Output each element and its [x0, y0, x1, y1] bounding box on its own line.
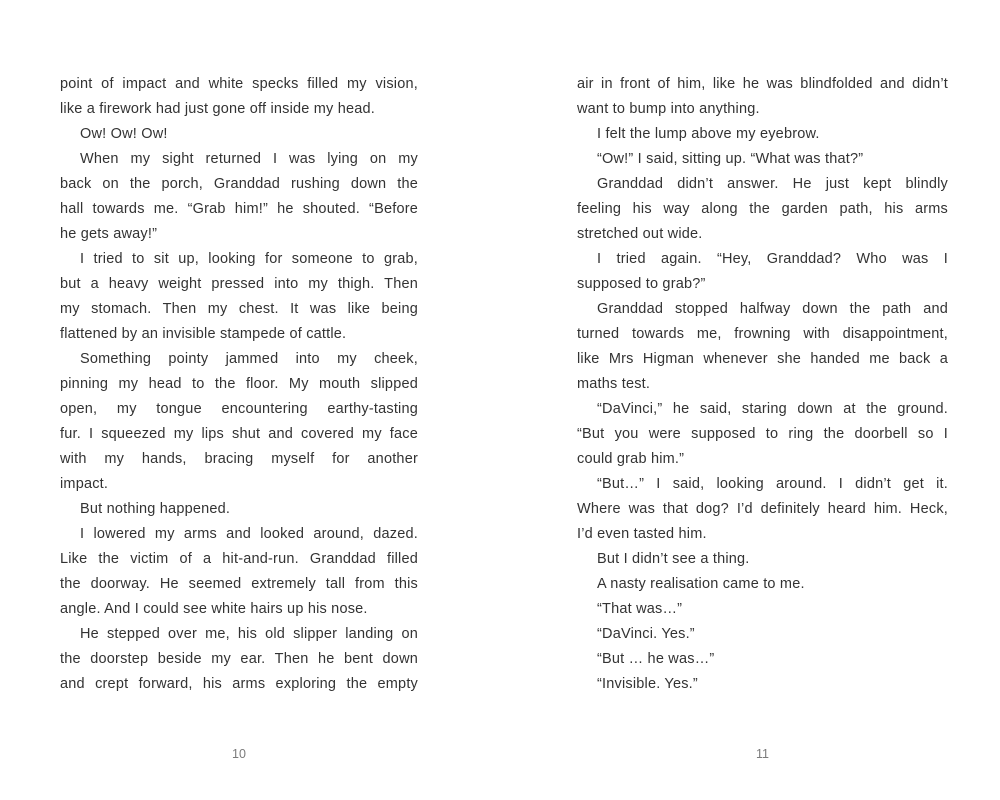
text-line: back on the porch, Granddad rushing down the	[60, 176, 418, 192]
text-line: Ow! Ow! Ow!	[80, 126, 168, 142]
text-line: and crept forward, his arms exploring the empty	[60, 676, 418, 692]
text-line: “Invisible. Yes.”	[597, 676, 698, 692]
text-line: stretched out wide.	[577, 226, 703, 242]
text-line: he gets away!”	[60, 226, 158, 242]
text-line: feeling his way along the garden path, his arms	[577, 201, 948, 217]
text-line: He stepped over me, his old slipper landing on	[80, 626, 418, 642]
page-number-left: 10	[232, 747, 246, 761]
text-line: fur. I squeezed my lips shut and covered my face	[60, 426, 418, 442]
text-line: “DaVinci. Yes.”	[597, 626, 695, 642]
page-number-right: 11	[756, 747, 769, 761]
text-line: “But…” I said, looking around. I didn’t get it.	[597, 476, 948, 492]
text-line: pinning my head to the floor. My mouth slipped	[60, 376, 418, 392]
text-line: When my sight returned I was lying on my	[80, 151, 418, 167]
text-line: I tried again. “Hey, Granddad? Who was I	[597, 251, 948, 267]
text-line: But nothing happened.	[80, 501, 231, 517]
text-line: but a heavy weight pressed into my thigh. Then	[60, 276, 418, 292]
text-line: angle. And I could see white hairs up his nose.	[60, 601, 368, 617]
text-line: I felt the lump above my eyebrow.	[597, 126, 820, 142]
text-line: “Ow!” I said, sitting up. “What was that?”	[597, 151, 864, 167]
text-line: like Mrs Higman whenever she handed me back a	[577, 351, 948, 367]
book-page-right-text	[577, 72, 948, 697]
text-line: air in front of him, like he was blindfolded and didn’t	[577, 76, 948, 92]
text-line: Like the victim of a hit-and-run. Granddad filled	[60, 551, 418, 567]
text-line: I lowered my arms and looked around, dazed.	[80, 526, 418, 542]
text-line: Where was that dog? I’d definitely heard him. Heck,	[577, 501, 948, 517]
text-line: Something pointy jammed into my cheek,	[80, 351, 418, 367]
text-line: the doorway. He seemed extremely tall from this	[60, 576, 418, 592]
text-line: Granddad stopped halfway down the path and	[597, 301, 948, 317]
text-line: like a firework had just gone off inside my head.	[60, 101, 376, 117]
text-line: I’d even tasted him.	[577, 526, 707, 542]
text-line: “DaVinci,” he said, staring down at the ground.	[597, 401, 948, 417]
text-line: with my hands, bracing myself for another	[60, 451, 418, 467]
text-line: maths test.	[577, 376, 651, 392]
text-line: hall towards me. “Grab him!” he shouted. “Before	[60, 201, 418, 217]
text-line: “But … he was…”	[597, 651, 715, 667]
text-line: I tried to sit up, looking for someone to grab,	[80, 251, 418, 267]
text-line: want to bump into anything.	[577, 101, 760, 117]
text-line: flattened by an invisible stampede of cattle.	[60, 326, 347, 342]
text-line: impact.	[60, 476, 109, 492]
text-line: Granddad didn’t answer. He just kept blindly	[597, 176, 948, 192]
text-line: the doorstep beside my ear. Then he bent down	[60, 651, 418, 667]
text-line: open, my tongue encountering earthy-tasting	[60, 401, 418, 417]
text-line: A nasty realisation came to me.	[597, 576, 805, 592]
text-line: my stomach. Then my chest. It was like being	[60, 301, 418, 317]
text-line: “But you were supposed to ring the doorbell so I	[577, 426, 948, 442]
text-line: supposed to grab?”	[577, 276, 706, 292]
text-line: “That was…”	[597, 601, 683, 617]
text-line: could grab him.”	[577, 451, 685, 467]
text-line: turned towards me, frowning with disappointment,	[577, 326, 948, 342]
book-page-left-text	[60, 72, 418, 697]
text-line: But I didn’t see a thing.	[597, 551, 750, 567]
text-line: point of impact and white specks filled my vision,	[60, 76, 418, 92]
